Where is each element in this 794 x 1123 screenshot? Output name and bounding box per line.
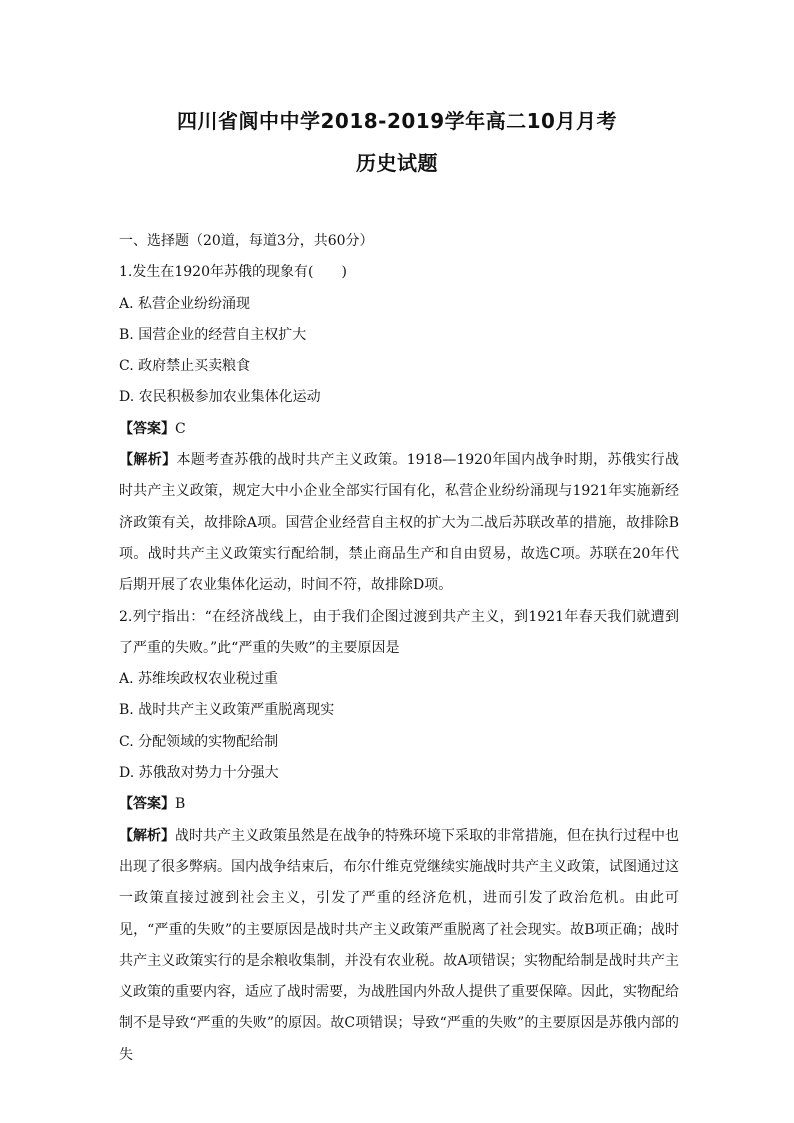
analysis-text: 战时共产主义政策虽然是在战争的特殊环境下采取的非常措施，但在执行过程中也出现了很多弊病。国内战争结束后，布尔什维克党继续实施战时共产主义政策，试图通过这一政策直接过渡到社会主义，引发了严重的经济危机，进而引发了政治危机。由此可见，“严重的失败”的主要原因是战时共产主义政策严重脱离了社会现实。故B项正确；战时共产主义政策实行的是余粮收集制，并没有农业税。故A项错误；实物配给制是战时共产主义政策的重要内容，适应了战时需要，为战胜国内外敌人提供了重要保障。因此，实物配给制不是导致“严重的失败”的原因。故C项错误；导致“严重的失败”的主要原因是苏俄内部的失 <box>119 827 679 1063</box>
answer-value: B <box>175 796 186 813</box>
question-1-analysis <box>119 445 679 601</box>
analysis-label: 【解析】 <box>119 827 175 844</box>
question-1-option-d: D. 农民积极参加农业集体化运动 <box>119 389 321 406</box>
question-2-analysis <box>119 821 679 1071</box>
section-heading: 一、选择题（20道，每道3分，共60分） <box>119 233 374 249</box>
answer-label: 【答案】 <box>119 420 175 437</box>
question-2-option-d: D. 苏俄敌对势力十分强大 <box>119 765 279 782</box>
page-title: 四川省阆中中学2018-2019学年高二10月月考 <box>177 109 617 133</box>
question-1-option-a: A. 私营企业纷纷涌现 <box>119 295 251 312</box>
question-2-answer <box>119 789 679 820</box>
question-2-stem: 2.列宁指出：“在经济战线上，由于我们企图过渡到共产主义，到1921年春天我们就遭到了严重的失败。”此“严重的失败”的主要原因是 <box>119 608 679 656</box>
question-2-option-a: A. 苏维埃政权农业税过重 <box>119 671 279 688</box>
page-subtitle: 历史试题 <box>356 151 438 175</box>
question-2-option-b: B. 战时共产主义政策严重脱离现实 <box>119 702 335 719</box>
analysis-label: 【解析】 <box>119 452 177 469</box>
document-body <box>119 226 679 1071</box>
question-1-stem: 1.发生在1920年苏俄的现象有( ) <box>119 264 347 281</box>
answer-label: 【答案】 <box>119 796 175 813</box>
question-2-option-c: C. 分配领域的实物配给制 <box>119 733 279 750</box>
question-1-answer <box>119 414 679 445</box>
question-1-option-b: B. 国营企业的经营自主权扩大 <box>119 326 307 343</box>
answer-value: C <box>175 420 186 437</box>
question-1-option-c: C. 政府禁止买卖粮食 <box>119 358 251 375</box>
analysis-text: 本题考查苏俄的战时共产主义政策。1918—1920年国内战争时期，苏俄实行战时共产主义政策，规定大中小企业全部实行国有化，私营企业纷纷涌现与1921年实施新经济政策有关，故排除A项。国营企业经营自主权的扩大为二战后苏联改革的措施，故排除B项。战时共产主义政策实行配给制，禁止商品生产和自由贸易，故选C项。苏联在20年代后期开展了农业集体化运动，时间不符，故排除D项。 <box>119 452 679 594</box>
